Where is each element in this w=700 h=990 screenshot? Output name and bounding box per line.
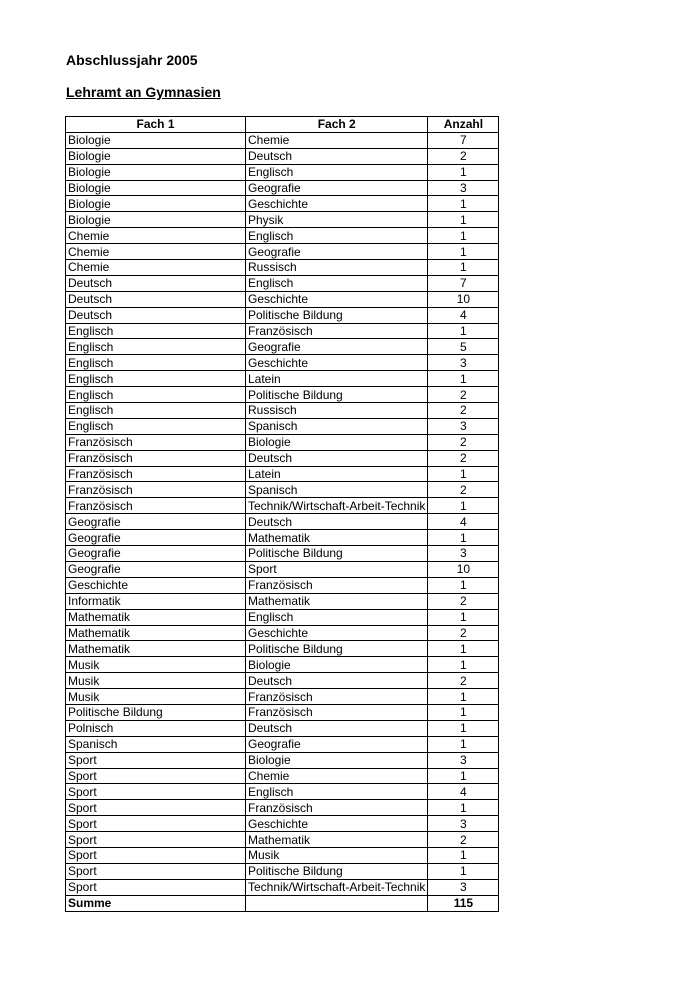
table-row (66, 180, 499, 196)
cell-fach-1: Sport (66, 832, 246, 848)
cell-fach-1: Sport (66, 847, 246, 863)
cell-anzahl: 2 (428, 403, 499, 419)
cell-anzahl: 1 (428, 196, 499, 212)
cell-fach-1: Geografie (66, 514, 246, 530)
cell-fach-2: Geschichte (246, 625, 428, 641)
table-row (66, 704, 499, 720)
cell-fach-1: Biologie (66, 132, 246, 148)
table-row (66, 720, 499, 736)
subject-combination-table (65, 116, 499, 912)
cell-fach-1: Mathematik (66, 625, 246, 641)
sum-label: Summe (66, 895, 246, 911)
cell-fach-1: Chemie (66, 244, 246, 260)
table-row (66, 625, 499, 641)
cell-fach-1: Sport (66, 752, 246, 768)
cell-fach-1: Biologie (66, 212, 246, 228)
cell-anzahl: 3 (428, 546, 499, 562)
table-row (66, 148, 499, 164)
cell-fach-1: Geografie (66, 546, 246, 562)
cell-fach-1: Spanisch (66, 736, 246, 752)
table-header (66, 117, 499, 133)
cell-fach-2: Musik (246, 847, 428, 863)
cell-anzahl: 2 (428, 450, 499, 466)
cell-fach-1: Englisch (66, 371, 246, 387)
table-row (66, 847, 499, 863)
cell-fach-2: Technik/Wirtschaft-Arbeit-Technik (246, 498, 428, 514)
cell-fach-2: Politische Bildung (246, 863, 428, 879)
cell-anzahl: 2 (428, 482, 499, 498)
cell-anzahl: 2 (428, 593, 499, 609)
cell-fach-1: Biologie (66, 196, 246, 212)
cell-anzahl: 1 (428, 847, 499, 863)
table-row (66, 514, 499, 530)
table-row (66, 387, 499, 403)
cell-anzahl: 1 (428, 244, 499, 260)
cell-anzahl: 7 (428, 275, 499, 291)
cell-fach-2: Mathematik (246, 593, 428, 609)
cell-anzahl: 10 (428, 291, 499, 307)
cell-fach-1: Englisch (66, 403, 246, 419)
cell-fach-2: Deutsch (246, 673, 428, 689)
cell-anzahl: 4 (428, 784, 499, 800)
table-row (66, 609, 499, 625)
cell-fach-1: Chemie (66, 228, 246, 244)
table-row (66, 339, 499, 355)
cell-fach-1: Sport (66, 784, 246, 800)
cell-fach-1: Englisch (66, 323, 246, 339)
cell-fach-1: Englisch (66, 418, 246, 434)
cell-fach-1: Geografie (66, 561, 246, 577)
cell-anzahl: 1 (428, 212, 499, 228)
table-row (66, 530, 499, 546)
cell-fach-1: Sport (66, 863, 246, 879)
cell-fach-1: Deutsch (66, 275, 246, 291)
cell-fach-1: Biologie (66, 164, 246, 180)
cell-fach-2: Chemie (246, 768, 428, 784)
cell-anzahl: 1 (428, 800, 499, 816)
cell-fach-2: Mathematik (246, 832, 428, 848)
sum-value: 115 (428, 895, 499, 911)
cell-anzahl: 1 (428, 704, 499, 720)
cell-fach-2: Französisch (246, 800, 428, 816)
table-row (66, 593, 499, 609)
table-row (66, 307, 499, 323)
cell-fach-2: Spanisch (246, 482, 428, 498)
cell-fach-1: Polnisch (66, 720, 246, 736)
sum-empty-cell (246, 895, 428, 911)
table-row (66, 736, 499, 752)
cell-fach-2: Englisch (246, 275, 428, 291)
cell-fach-2: Geografie (246, 339, 428, 355)
cell-fach-1: Mathematik (66, 641, 246, 657)
column-header-fach-2: Fach 2 (246, 117, 428, 133)
cell-fach-1: Chemie (66, 260, 246, 276)
cell-anzahl: 1 (428, 736, 499, 752)
table-row (66, 546, 499, 562)
cell-anzahl: 2 (428, 832, 499, 848)
cell-anzahl: 2 (428, 148, 499, 164)
cell-fach-2: Mathematik (246, 530, 428, 546)
table-row (66, 561, 499, 577)
table-row (66, 355, 499, 371)
table-row (66, 260, 499, 276)
cell-fach-1: Französisch (66, 498, 246, 514)
cell-fach-1: Biologie (66, 180, 246, 196)
cell-fach-2: Biologie (246, 752, 428, 768)
cell-anzahl: 1 (428, 609, 499, 625)
cell-fach-1: Informatik (66, 593, 246, 609)
cell-fach-1: Mathematik (66, 609, 246, 625)
table-row (66, 784, 499, 800)
cell-fach-1: Französisch (66, 434, 246, 450)
table-footer (66, 895, 499, 911)
cell-fach-1: Englisch (66, 387, 246, 403)
cell-anzahl: 1 (428, 577, 499, 593)
cell-fach-2: Französisch (246, 689, 428, 705)
cell-fach-2: Französisch (246, 577, 428, 593)
cell-fach-1: Sport (66, 800, 246, 816)
cell-anzahl: 4 (428, 514, 499, 530)
cell-fach-2: Technik/Wirtschaft-Arbeit-Technik (246, 879, 428, 895)
table-row (66, 275, 499, 291)
cell-fach-1: Musik (66, 689, 246, 705)
table-row (66, 577, 499, 593)
cell-anzahl: 1 (428, 323, 499, 339)
table-row (66, 403, 499, 419)
cell-fach-1: Deutsch (66, 307, 246, 323)
cell-anzahl: 1 (428, 768, 499, 784)
cell-anzahl: 1 (428, 228, 499, 244)
cell-anzahl: 1 (428, 720, 499, 736)
cell-fach-2: Biologie (246, 434, 428, 450)
table-row (66, 132, 499, 148)
cell-fach-2: Politische Bildung (246, 546, 428, 562)
cell-fach-2: Deutsch (246, 450, 428, 466)
table-row (66, 800, 499, 816)
cell-fach-2: Geschichte (246, 291, 428, 307)
cell-fach-1: Geschichte (66, 577, 246, 593)
cell-anzahl: 2 (428, 673, 499, 689)
column-header-fach-1: Fach 1 (66, 117, 246, 133)
cell-fach-2: Deutsch (246, 514, 428, 530)
cell-anzahl: 1 (428, 689, 499, 705)
table-row (66, 244, 499, 260)
page-subtitle: Lehramt an Gymnasien (66, 84, 221, 100)
header-row (66, 117, 499, 133)
cell-fach-2: Deutsch (246, 148, 428, 164)
cell-anzahl: 3 (428, 816, 499, 832)
cell-fach-2: Politische Bildung (246, 307, 428, 323)
table-row (66, 689, 499, 705)
cell-fach-1: Deutsch (66, 291, 246, 307)
cell-fach-1: Englisch (66, 355, 246, 371)
cell-anzahl: 1 (428, 260, 499, 276)
cell-fach-2: Geschichte (246, 196, 428, 212)
cell-fach-2: Englisch (246, 609, 428, 625)
cell-fach-2: Politische Bildung (246, 387, 428, 403)
cell-anzahl: 1 (428, 371, 499, 387)
cell-anzahl: 1 (428, 164, 499, 180)
cell-anzahl: 7 (428, 132, 499, 148)
cell-fach-1: Französisch (66, 450, 246, 466)
table-row (66, 434, 499, 450)
cell-anzahl: 1 (428, 863, 499, 879)
cell-fach-2: Geografie (246, 244, 428, 260)
cell-anzahl: 2 (428, 625, 499, 641)
table-row (66, 752, 499, 768)
cell-fach-2: Geografie (246, 180, 428, 196)
table-row (66, 196, 499, 212)
cell-anzahl: 3 (428, 879, 499, 895)
cell-fach-1: Politische Bildung (66, 704, 246, 720)
cell-fach-1: Sport (66, 768, 246, 784)
cell-anzahl: 10 (428, 561, 499, 577)
cell-anzahl: 3 (428, 355, 499, 371)
cell-fach-2: Englisch (246, 228, 428, 244)
cell-fach-1: Sport (66, 816, 246, 832)
table-row (66, 863, 499, 879)
table-row (66, 291, 499, 307)
cell-fach-2: Geografie (246, 736, 428, 752)
cell-fach-2: Latein (246, 466, 428, 482)
cell-anzahl: 1 (428, 641, 499, 657)
cell-fach-2: Politische Bildung (246, 641, 428, 657)
cell-fach-2: Französisch (246, 323, 428, 339)
cell-fach-2: Deutsch (246, 720, 428, 736)
cell-anzahl: 3 (428, 752, 499, 768)
column-header-anzahl: Anzahl (428, 117, 499, 133)
table-row (66, 466, 499, 482)
table-row (66, 657, 499, 673)
sum-row (66, 895, 499, 911)
table-row (66, 228, 499, 244)
table-row (66, 164, 499, 180)
cell-fach-1: Französisch (66, 482, 246, 498)
table-row (66, 371, 499, 387)
cell-anzahl: 1 (428, 530, 499, 546)
table-row (66, 418, 499, 434)
cell-fach-2: Russisch (246, 403, 428, 419)
table-body (66, 132, 499, 895)
cell-anzahl: 3 (428, 180, 499, 196)
cell-anzahl: 2 (428, 387, 499, 403)
table-row (66, 450, 499, 466)
cell-fach-1: Biologie (66, 148, 246, 164)
table-row (66, 323, 499, 339)
table-row (66, 482, 499, 498)
cell-fach-1: Französisch (66, 466, 246, 482)
table-row (66, 212, 499, 228)
table-row (66, 768, 499, 784)
cell-fach-1: Geografie (66, 530, 246, 546)
cell-fach-1: Sport (66, 879, 246, 895)
cell-fach-2: Physik (246, 212, 428, 228)
table-row (66, 498, 499, 514)
cell-fach-1: Englisch (66, 339, 246, 355)
table-row (66, 832, 499, 848)
table-row (66, 879, 499, 895)
cell-fach-2: Geschichte (246, 816, 428, 832)
page-title: Abschlussjahr 2005 (66, 52, 198, 68)
cell-anzahl: 1 (428, 498, 499, 514)
cell-fach-2: Sport (246, 561, 428, 577)
cell-fach-2: Chemie (246, 132, 428, 148)
cell-fach-2: Englisch (246, 164, 428, 180)
cell-fach-2: Biologie (246, 657, 428, 673)
cell-anzahl: 5 (428, 339, 499, 355)
cell-fach-2: Spanisch (246, 418, 428, 434)
table-row (66, 816, 499, 832)
cell-anzahl: 1 (428, 466, 499, 482)
cell-fach-2: Latein (246, 371, 428, 387)
cell-anzahl: 4 (428, 307, 499, 323)
cell-fach-1: Musik (66, 673, 246, 689)
cell-fach-1: Musik (66, 657, 246, 673)
cell-fach-2: Französisch (246, 704, 428, 720)
cell-anzahl: 3 (428, 418, 499, 434)
cell-fach-2: Englisch (246, 784, 428, 800)
table-row (66, 673, 499, 689)
table-row (66, 641, 499, 657)
cell-anzahl: 2 (428, 434, 499, 450)
cell-fach-2: Geschichte (246, 355, 428, 371)
cell-fach-2: Russisch (246, 260, 428, 276)
cell-anzahl: 1 (428, 657, 499, 673)
